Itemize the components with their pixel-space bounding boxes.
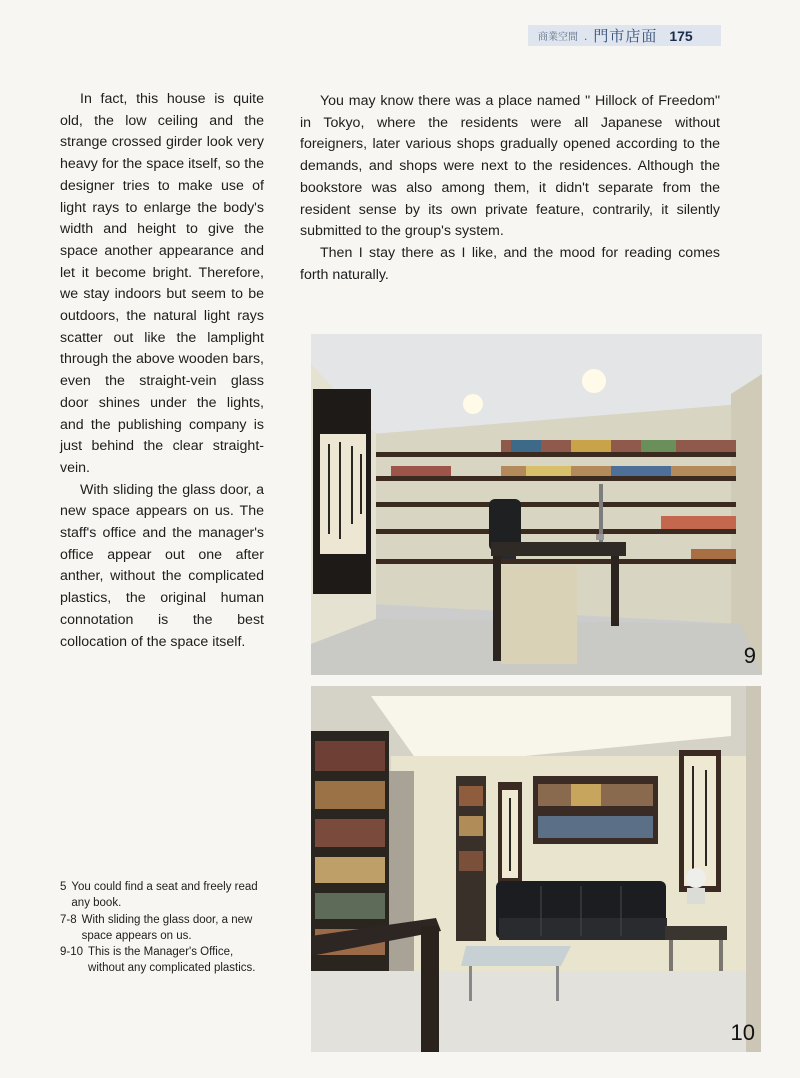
caption-number: 7-8	[60, 913, 77, 926]
caption-item	[60, 879, 260, 912]
photo-managers-desk	[311, 334, 762, 675]
header-section: 商業空間	[538, 32, 578, 43]
photo-number: 10	[730, 1020, 755, 1045]
photo-9-image	[311, 334, 762, 675]
header-separator: .	[584, 28, 588, 43]
photo-office-sofa	[311, 686, 761, 1052]
right-column	[300, 91, 720, 286]
running-header	[528, 25, 721, 46]
left-column	[60, 89, 264, 653]
caption-text: This is the Manager's Office, without any complicated plastics.	[88, 946, 256, 975]
body-paragraph: Then I stay there as I like, and the mood for reading comes forth naturally.	[300, 244, 720, 283]
photo-captions	[60, 879, 260, 977]
body-paragraph: With sliding the glass door, a new space appears on us. The staff's office and the manager's office appear out one after anther, without the complicated plastics, the original human connotation is the best collocation of the space itself.	[60, 481, 264, 650]
caption-number: 9-10	[60, 946, 84, 959]
caption-item	[60, 912, 260, 945]
caption-number: 5	[60, 881, 67, 893]
page-number: 175	[669, 27, 693, 44]
caption-text: With sliding the glass door, a new space appears on us.	[81, 913, 253, 942]
caption-item	[60, 944, 260, 977]
caption-text: You could find a seat and freely read any book.	[71, 881, 258, 910]
photo-10-image	[311, 686, 761, 1052]
body-paragraph: You may know there was a place named " Hillock of Freedom" in Tokyo, where the residents were all Japanese without foreigners, later various shops gradually opened according to the demands, and shops were next to the residences. Although the bookstore was also among them, it didn't separate from the resident sense by its own private feature, contrarily, it silently submitted to the group's system.	[300, 93, 720, 240]
body-paragraph: In fact, this house is quite old, the low ceiling and the strange crossed girder look very heavy for the space itself, so the designer tries to make use of light rays to enlarge the body's width and height to give the space another appearance and let it become bright. Therefore, we stay indoors but seem to be outdoors, the natural light rays scatter out like the lamplight through the above wooden bars, even the straight-vein glass door shines under the lights, and the publishing company is just behind the clear straight-vein.	[60, 91, 264, 476]
photo-number: 9	[743, 643, 756, 668]
header-category: 門市店面	[593, 27, 658, 45]
